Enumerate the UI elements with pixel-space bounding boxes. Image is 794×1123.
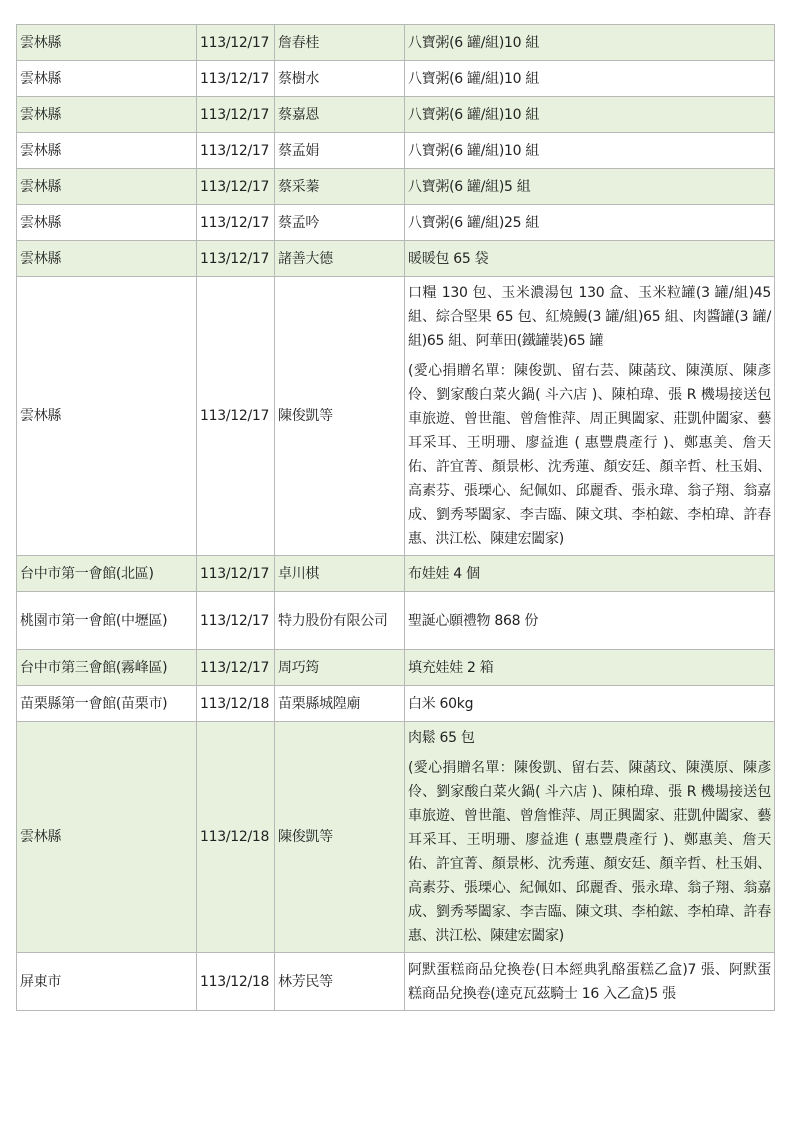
unit-cell: 雲林縣 bbox=[17, 241, 197, 277]
items-text: 八寶粥(6 罐/組)5 組 bbox=[408, 178, 531, 195]
items-cell bbox=[405, 722, 775, 953]
items-cell bbox=[405, 133, 775, 169]
donor-cell: 特力股份有限公司 bbox=[275, 592, 405, 650]
donor-cell: 卓川棋 bbox=[275, 556, 405, 592]
items-text: 口糧 130 包、玉米濃湯包 130 盒、玉米粒罐(3 罐/組)45 組、綜合堅果 65 包、紅燒鰻(3 罐/組)65 組、肉醬罐(3 罐/組)65 組、阿華田(鐵罐裝)65 罐 bbox=[408, 285, 771, 349]
items-text: 聖誕心願禮物 868 份 bbox=[408, 612, 539, 629]
unit-cell: 雲林縣 bbox=[17, 277, 197, 556]
unit-cell: 雲林縣 bbox=[17, 25, 197, 61]
donor-cell: 陳俊凱等 bbox=[275, 722, 405, 953]
unit-cell: 雲林縣 bbox=[17, 722, 197, 953]
donor-cell: 蔡樹水 bbox=[275, 61, 405, 97]
table-row bbox=[17, 722, 775, 953]
items-text: 填充娃娃 2 箱 bbox=[408, 659, 494, 676]
unit-cell: 雲林縣 bbox=[17, 133, 197, 169]
items-text: 白米 60kg bbox=[408, 695, 474, 712]
donor-cell: 陳俊凱等 bbox=[275, 277, 405, 556]
items-cell bbox=[405, 953, 775, 1011]
items-cell bbox=[405, 592, 775, 650]
table-row bbox=[17, 97, 775, 133]
table-row bbox=[17, 592, 775, 650]
table-row bbox=[17, 169, 775, 205]
table-row bbox=[17, 650, 775, 686]
date-cell: 113/12/18 bbox=[197, 686, 275, 722]
table-row bbox=[17, 61, 775, 97]
unit-cell: 屏東市 bbox=[17, 953, 197, 1011]
donor-list-text: (愛心捐贈名單：陳俊凱、留右芸、陳菡玟、陳漢原、陳彥伶、劉家酸白菜火鍋( 斗六店 )、陳柏瑋、張 R 機場接送包車旅遊、曾世龍、曾詹惟萍、周正興闔家、莊凱仲闔家、藝耳采耳、王明珊、廖益進 ( 惠豐農產行 )、鄭惠美、詹天佑、許宜菁、顏景彬、沈秀蓮、顏安廷、顏辛哲、杜玉娟、高素芬、張瑮心、紀佩如、邱麗香、張永瑋、翁子翔、翁嘉成、劉秀琴闔家、李吉臨、陳文琪、李柏鋐、李柏瑋、許春惠、洪江松、陳建宏闔家) bbox=[408, 363, 771, 547]
unit-cell: 苗栗縣第一會館(苗栗市) bbox=[17, 686, 197, 722]
table-row bbox=[17, 25, 775, 61]
unit-cell: 台中市第三會館(霧峰區) bbox=[17, 650, 197, 686]
items-cell bbox=[405, 686, 775, 722]
date-cell: 113/12/17 bbox=[197, 205, 275, 241]
donor-cell: 林芳民等 bbox=[275, 953, 405, 1011]
items-text: 八寶粥(6 罐/組)25 組 bbox=[408, 214, 540, 231]
items-text: 八寶粥(6 罐/組)10 組 bbox=[408, 106, 540, 123]
items-text: 阿默蛋糕商品兌換卷(日本經典乳酪蛋糕乙盒)7 張、阿默蛋糕商品兌換卷(達克瓦茲騎士 16 入乙盒)5 張 bbox=[408, 961, 771, 1002]
items-cell bbox=[405, 25, 775, 61]
donor-cell: 苗栗縣城隍廟 bbox=[275, 686, 405, 722]
unit-cell: 雲林縣 bbox=[17, 97, 197, 133]
items-cell bbox=[405, 97, 775, 133]
items-text: 布娃娃 4 個 bbox=[408, 565, 480, 582]
date-cell: 113/12/18 bbox=[197, 722, 275, 953]
date-cell: 113/12/18 bbox=[197, 953, 275, 1011]
donor-list-text: (愛心捐贈名單：陳俊凱、留右芸、陳菡玟、陳漢原、陳彥伶、劉家酸白菜火鍋( 斗六店 )、陳柏瑋、張 R 機場接送包車旅遊、曾世龍、曾詹惟萍、周正興闔家、莊凱仲闔家、藝耳采耳、王明珊、廖益進 ( 惠豐農產行 )、鄭惠美、詹天佑、許宜菁、顏景彬、沈秀蓮、顏安廷、顏辛哲、杜玉娟、高素芬、張瑮心、紀佩如、邱麗香、張永瑋、翁子翔、翁嘉成、劉秀琴闔家、李吉臨、陳文琪、李柏鋐、李柏瑋、許春惠、洪江松、陳建宏闔家) bbox=[408, 760, 771, 944]
items-cell bbox=[405, 556, 775, 592]
items-text: 八寶粥(6 罐/組)10 組 bbox=[408, 142, 540, 159]
donor-cell: 蔡采蓁 bbox=[275, 169, 405, 205]
items-text: 八寶粥(6 罐/組)10 組 bbox=[408, 70, 540, 87]
date-cell: 113/12/17 bbox=[197, 133, 275, 169]
table-row bbox=[17, 277, 775, 556]
donor-cell: 蔡嘉恩 bbox=[275, 97, 405, 133]
donor-cell: 詹春桂 bbox=[275, 25, 405, 61]
donation-table bbox=[16, 24, 775, 1011]
items-cell bbox=[405, 241, 775, 277]
items-cell bbox=[405, 650, 775, 686]
table-row bbox=[17, 205, 775, 241]
items-cell bbox=[405, 61, 775, 97]
date-cell: 113/12/17 bbox=[197, 241, 275, 277]
items-cell bbox=[405, 169, 775, 205]
date-cell: 113/12/17 bbox=[197, 61, 275, 97]
items-text: 八寶粥(6 罐/組)10 組 bbox=[408, 34, 540, 51]
items-text: 暖暖包 65 袋 bbox=[408, 250, 489, 267]
unit-cell: 雲林縣 bbox=[17, 205, 197, 241]
date-cell: 113/12/17 bbox=[197, 25, 275, 61]
table-row bbox=[17, 953, 775, 1011]
items-cell bbox=[405, 277, 775, 556]
donor-cell: 蔡孟吟 bbox=[275, 205, 405, 241]
date-cell: 113/12/17 bbox=[197, 97, 275, 133]
date-cell: 113/12/17 bbox=[197, 277, 275, 556]
unit-cell: 桃園市第一會館(中壢區) bbox=[17, 592, 197, 650]
date-cell: 113/12/17 bbox=[197, 556, 275, 592]
table-row bbox=[17, 241, 775, 277]
donation-table-body bbox=[17, 25, 775, 1011]
table-row bbox=[17, 556, 775, 592]
unit-cell: 台中市第一會館(北區) bbox=[17, 556, 197, 592]
date-cell: 113/12/17 bbox=[197, 169, 275, 205]
table-row bbox=[17, 133, 775, 169]
donor-cell: 蔡孟娟 bbox=[275, 133, 405, 169]
table-row bbox=[17, 686, 775, 722]
donor-cell: 周巧筠 bbox=[275, 650, 405, 686]
items-cell bbox=[405, 205, 775, 241]
unit-cell: 雲林縣 bbox=[17, 169, 197, 205]
items-text: 肉鬆 65 包 bbox=[408, 730, 475, 746]
date-cell: 113/12/17 bbox=[197, 650, 275, 686]
donor-cell: 諸善大德 bbox=[275, 241, 405, 277]
date-cell: 113/12/17 bbox=[197, 592, 275, 650]
unit-cell: 雲林縣 bbox=[17, 61, 197, 97]
